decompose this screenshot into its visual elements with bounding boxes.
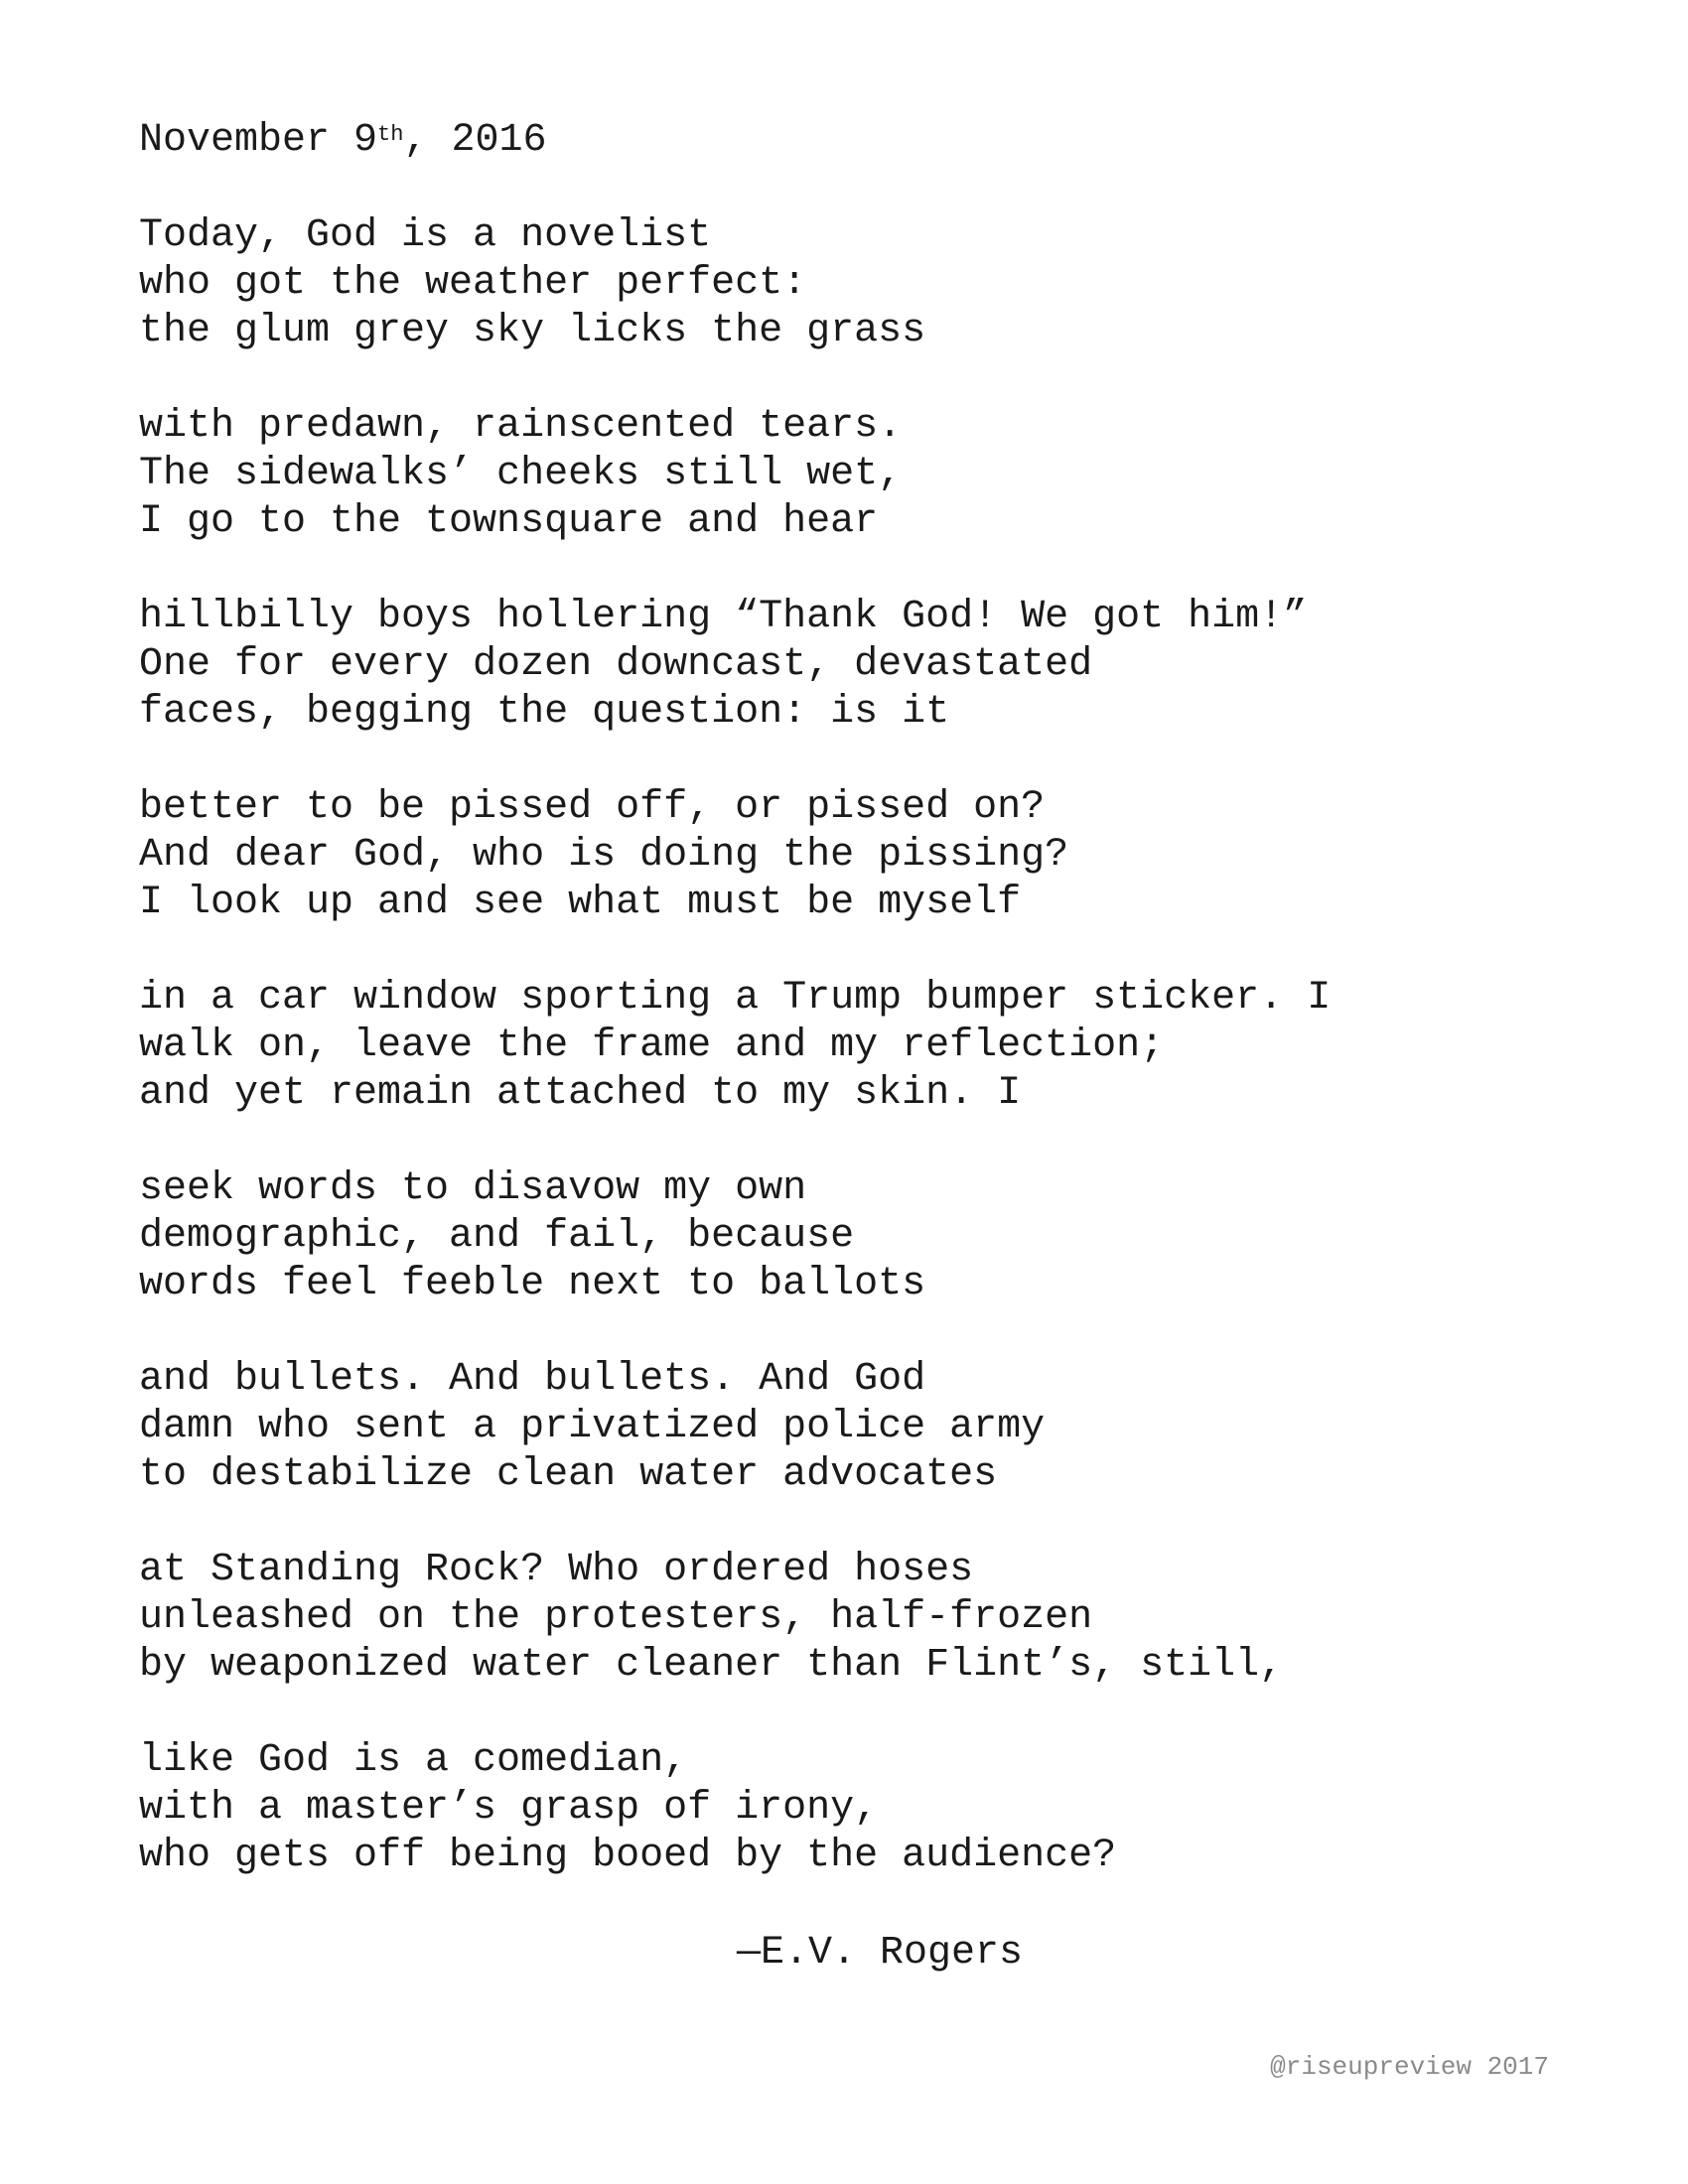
poem-line: with predawn, rainscented tears. [139,404,903,449]
poem-line: like God is a comedian, [139,1738,688,1783]
poem-line: I look up and see what must be myself [139,881,1022,925]
poem-line: who gets off being booed by the audience? [139,1834,1117,1878]
stanza [139,784,1549,927]
title-ordinal-suffix: th [377,122,404,147]
stanza [139,403,1549,546]
poem-line: by weaponized water cleaner than Flint’s, still, [139,1643,1284,1688]
poem-line: and yet remain attached to my skin. I [139,1071,1022,1116]
poem-line: damn who sent a privatized police army [139,1405,1046,1449]
poem-line: The sidewalks’ cheeks still wet, [139,452,903,496]
poem-line: who got the weather perfect: [139,261,807,306]
poem-title [139,117,546,165]
poem-line: in a car window sporting a Trump bumper sticker. I [139,976,1332,1021]
poem-line: walk on, leave the frame and my reflection; [139,1024,1165,1068]
poem-line: at Standing Rock? Who ordered hoses [139,1548,974,1592]
author-attribution: —E.V. Rogers [737,1931,1024,1976]
poem-line: demographic, and fail, because [139,1214,855,1259]
stanza [139,975,1549,1118]
poem-line: hillbilly boys hollering “Thank God! We got him!” [139,595,1308,639]
poem-line: unleashed on the protesters, half-frozen [139,1595,1093,1640]
stanza [139,1737,1549,1880]
poem-line: faces, begging the question: is it [139,690,950,735]
poem-line: better to be pissed off, or pissed on? [139,785,1046,830]
stanza [139,1165,1549,1308]
stanza [139,1356,1549,1499]
poem-line: One for every dozen downcast, devastated [139,642,1093,687]
poem-line: with a master’s grasp of irony, [139,1786,879,1831]
poem-line: and bullets. And bullets. And God [139,1357,926,1402]
poem-line: seek words to disavow my own [139,1166,807,1211]
title-date: November 9 [139,118,378,163]
footer-credit: @riseupreview 2017 [1270,2052,1549,2082]
poem-line: words feel feeble next to ballots [139,1262,926,1306]
title-year: , 2016 [403,118,547,163]
stanza [139,594,1549,737]
poem-body [139,212,1549,1928]
stanza [139,1547,1549,1690]
stanza [139,212,1549,355]
poem-line: I go to the townsquare and hear [139,499,879,544]
poem-line: the glum grey sky licks the grass [139,309,926,353]
poem-line: Today, God is a novelist [139,213,712,258]
poem-line: And dear God, who is doing the pissing? [139,833,1069,878]
poem-line: to destabilize clean water advocates [139,1452,998,1497]
